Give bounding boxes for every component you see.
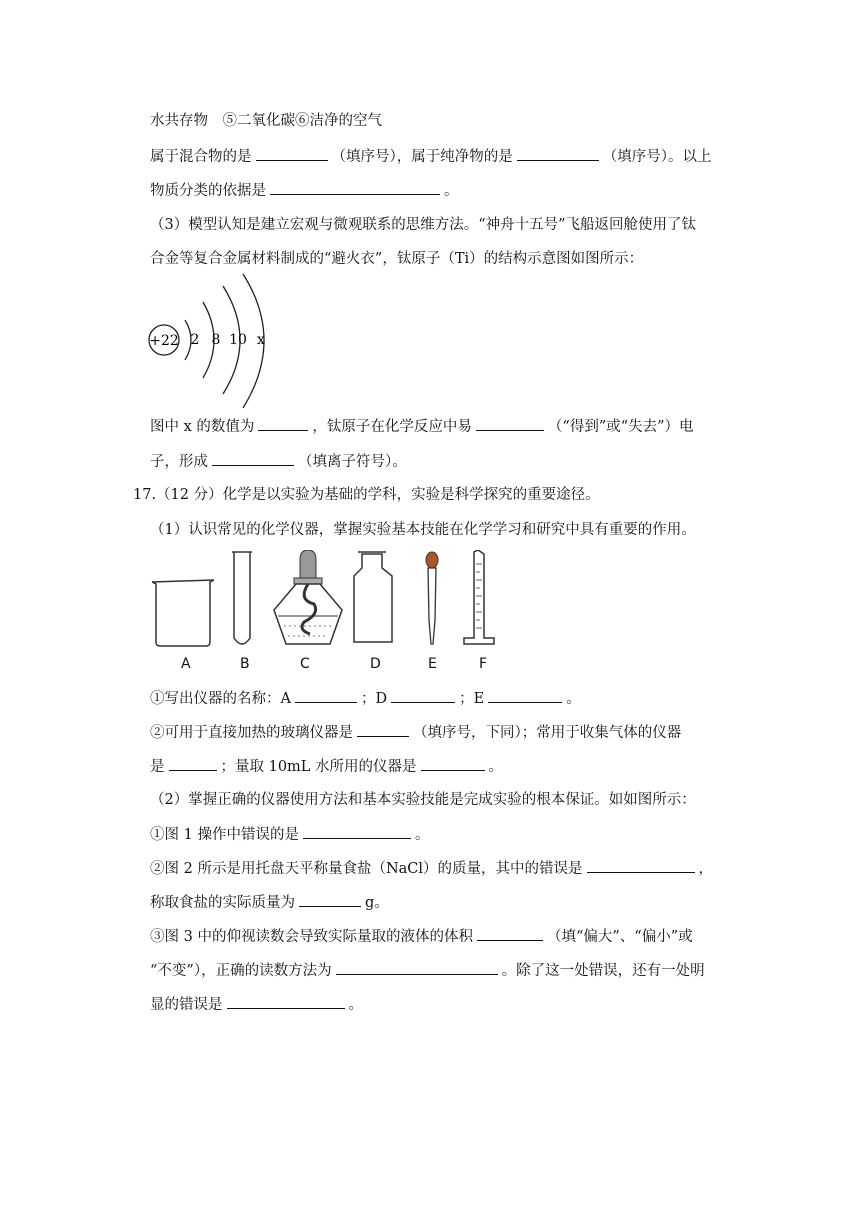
- text-segment: ①写出仪器的名称：A: [150, 691, 291, 707]
- text-segment: “不变”），正确的读数方法为: [150, 963, 332, 979]
- answer-blank-gas[interactable]: [169, 756, 217, 771]
- text-segment: （填序号，下同）；常用于收集气体的仪器: [413, 725, 682, 741]
- text-line-9: （1）认识常见的化学仪器，掌握实验基本技能在化学学习和研究中具有重要的作用。: [150, 522, 696, 538]
- answer-blank-ion[interactable]: [212, 451, 294, 466]
- text-line-2: [150, 146, 712, 167]
- answer-blank-a[interactable]: [295, 688, 357, 703]
- text-segment: ；D: [360, 691, 388, 707]
- instrument-label-d: D: [370, 656, 381, 672]
- text-segment: 。除了这一处错误，还有一处明: [501, 963, 705, 979]
- text-segment: 称取食盐的实际质量为: [150, 895, 295, 911]
- text-segment: （填序号）。以上: [602, 149, 712, 165]
- text-segment: （填“偏大”、“偏小”或: [546, 929, 693, 945]
- text-segment: 属于混合物的是: [150, 149, 252, 165]
- text-segment: 显的错误是: [150, 997, 223, 1013]
- text-line-10: [150, 688, 581, 709]
- text-line-14: [150, 824, 429, 845]
- shell-electrons-3: 10: [229, 332, 247, 348]
- answer-blank-other-error[interactable]: [227, 994, 345, 1009]
- shell-electrons-2: 8: [211, 332, 221, 348]
- gas-collecting-bottle-icon: [354, 552, 392, 642]
- answer-blank-reading[interactable]: [336, 960, 498, 975]
- text-segment: ②可用于直接加热的玻璃仪器是: [150, 725, 353, 741]
- alcohol-lamp-icon: [274, 550, 342, 644]
- text-segment: 子，形成: [150, 454, 208, 470]
- text-line-17: [150, 926, 693, 947]
- answer-blank-fig1[interactable]: [303, 824, 411, 839]
- text-segment: 。: [444, 183, 459, 199]
- answer-blank-d[interactable]: [391, 688, 455, 703]
- text-segment: ；E: [459, 691, 485, 707]
- text-segment: （填序号），属于纯净物的是: [331, 149, 513, 165]
- graduated-cylinder-icon: [464, 550, 494, 644]
- text-line-7: [150, 451, 407, 472]
- answer-blank-basis[interactable]: [270, 180, 440, 195]
- text-segment: ，: [698, 861, 714, 877]
- text-segment: （填离子符号）。: [298, 454, 407, 470]
- text-segment: 是: [150, 759, 165, 775]
- text-line-4: （3）模型认知是建立宏观与微观联系的思维方法。“神舟十五号”飞船返回舱使用了钛: [150, 217, 697, 233]
- answer-blank-mixture[interactable]: [256, 146, 328, 161]
- instrument-label-b: B: [240, 656, 250, 672]
- instrument-label-f: F: [479, 656, 488, 672]
- text-segment: 物质分类的依据是: [150, 183, 266, 199]
- text-line-3: [150, 180, 459, 201]
- text-line-13: （2）掌握正确的仪器使用方法和基本实验技能是完成实验的根本保证。如如图所示：: [150, 792, 696, 808]
- beaker-icon: [152, 580, 214, 646]
- shell-electrons-4: x: [257, 332, 265, 348]
- text-line-6: [150, 416, 694, 437]
- text-segment: （“得到”或“失去”）电: [547, 419, 694, 435]
- answer-blank-heating[interactable]: [357, 722, 409, 737]
- answer-blank-mass[interactable]: [299, 892, 361, 907]
- text-segment: ②图 2 所示是用托盘天平称量食盐（NaCl）的质量，其中的错误是: [150, 861, 583, 877]
- text-line-5: 合金等复合金属材料制成的“避火衣”，钛原子（Ti）的结构示意图如图所示：: [150, 251, 644, 267]
- text-line-1: 水共存物 ⑤二氧化碳⑥洁净的空气: [150, 113, 382, 129]
- text-line-19: [150, 994, 363, 1015]
- text-segment: 。: [414, 827, 430, 843]
- text-segment: ③图 3 中的仰视读数会导致实际量取的液体的体积: [150, 929, 473, 945]
- question-17-heading: 17.（12 分）化学是以实验为基础的学科，实验是科学探究的重要途径。: [133, 487, 600, 503]
- titanium-atom-diagram: [145, 272, 285, 412]
- dropper-icon: [426, 552, 438, 644]
- text-segment: 。: [348, 997, 363, 1013]
- text-line-11: [150, 722, 681, 743]
- answer-blank-x[interactable]: [258, 416, 308, 431]
- nucleus-charge: +22: [149, 333, 179, 349]
- text-segment: ，钛原子在化学反应中易: [312, 419, 472, 435]
- text-line-16: [150, 892, 389, 913]
- instrument-label-c: C: [300, 656, 310, 672]
- text-segment: ；量取 10mL 水所用的仪器是: [220, 759, 417, 775]
- text-segment: ①图 1 操作中错误的是: [150, 827, 299, 843]
- test-tube-icon: [232, 552, 252, 644]
- text-segment: 。: [488, 759, 504, 775]
- answer-blank-e[interactable]: [488, 688, 562, 703]
- shell-electrons-1: 2: [190, 332, 200, 348]
- text-segment: g。: [365, 895, 389, 911]
- text-line-18: [150, 960, 705, 981]
- lab-instruments-figure: [148, 550, 518, 650]
- instrument-label-a: A: [181, 656, 191, 672]
- answer-blank-volume[interactable]: [477, 926, 543, 941]
- text-segment: 图中 x 的数值为: [150, 419, 255, 435]
- answer-blank-pure[interactable]: [517, 146, 599, 161]
- answer-blank-fig2[interactable]: [587, 858, 695, 873]
- answer-blank-gain-lose[interactable]: [476, 416, 544, 431]
- text-segment: 。: [566, 691, 581, 707]
- answer-blank-10ml[interactable]: [421, 756, 485, 771]
- instrument-label-e: E: [428, 656, 437, 672]
- text-line-15: [150, 858, 713, 879]
- text-line-12: [150, 756, 503, 777]
